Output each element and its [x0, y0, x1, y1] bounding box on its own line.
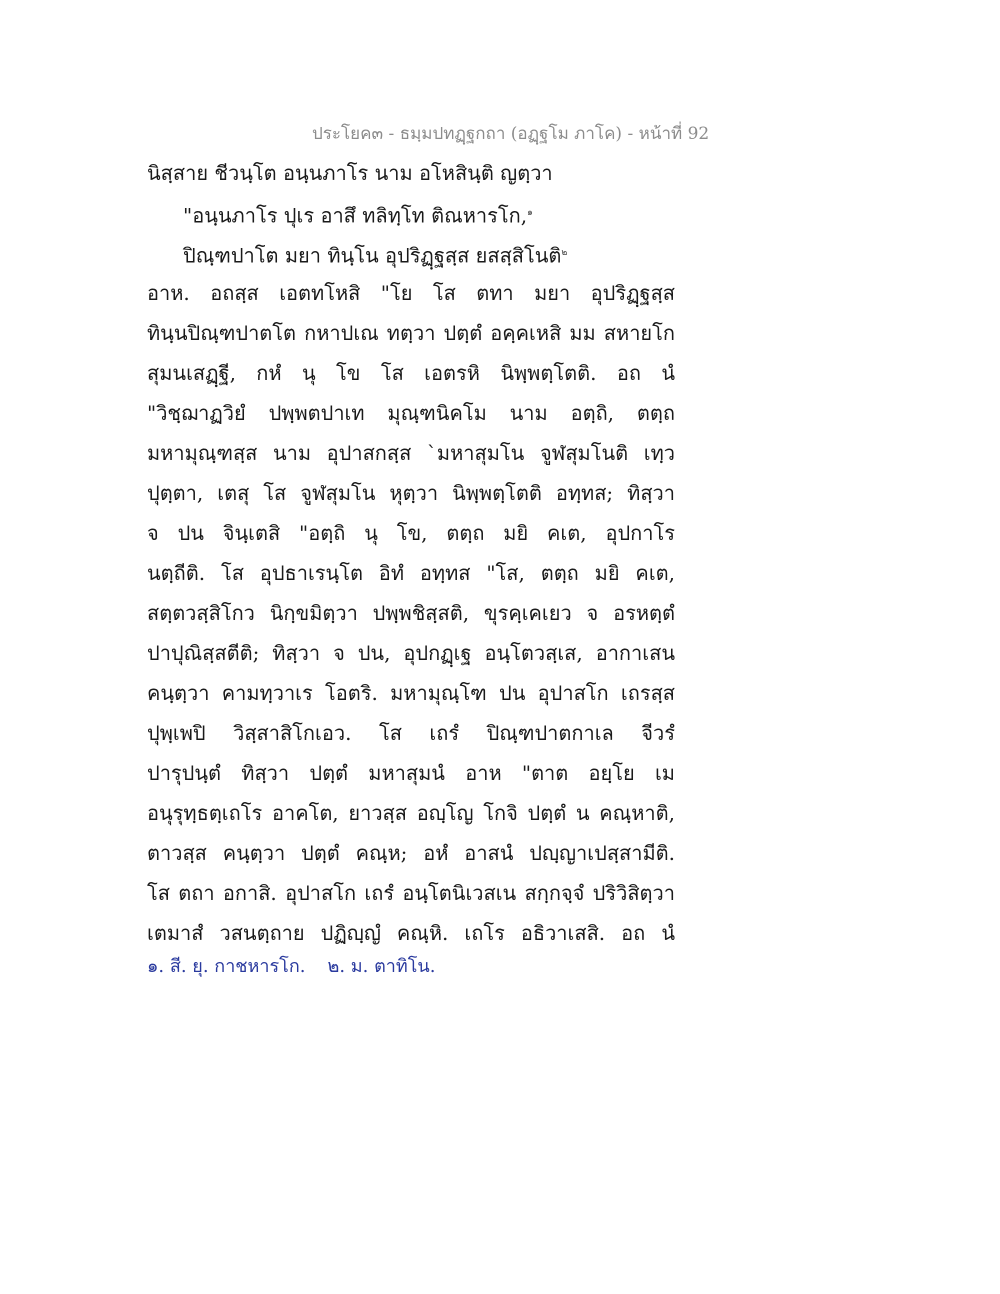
verse-line — [183, 239, 567, 270]
text-line: นิสฺสาย ชีวนฺโต อนฺนภาโร นาม อโหสินฺติ ญตฺวา — [147, 161, 553, 185]
text-line: คนฺตฺวา คามทฺวาเร โอตริ. มหามุณฺโฑ ปน อุปาสโก เถรสฺส — [147, 681, 675, 705]
text-line: ปุตฺตา, เตสุ โส จูฬสุมโน หุตฺวา นิพฺพตฺโตติ อทฺทส; ทิสฺวา — [147, 481, 675, 505]
text-line: จ ปน จินฺเตสิ "อตฺถิ นุ โข, ตตฺถ มยิ คเต, อุปกาโร — [147, 521, 675, 545]
verse-line — [183, 199, 533, 230]
text-line: "วิชฺฌาฏวิยํ ปพฺพตปาเท มุณฺฑนิคโม นาม อตฺถิ, ตตฺถ — [147, 401, 675, 425]
footnotes — [147, 954, 435, 980]
text-line: มหามุณฺฑสฺส นาม อุปาสกสฺส `มหาสุมโน จูฬสุมโนติ เทฺว — [147, 441, 675, 465]
text-line: เตมาสํ วสนตฺถาย ปฏิญฺญํ คณฺหิ. เถโร อธิวาเสสิ. อถ นํ — [147, 921, 675, 945]
footnote-2: ๒. ม. ตาทิโน. — [327, 956, 436, 977]
footnote-1: ๑. สี. ยุ. กาชหารโก. — [147, 956, 306, 977]
text-line: ตาวสฺส คนฺตฺวา ปตฺตํ คณฺห; อหํ อาสนํ ปญฺญาเปสฺสามีติ. — [147, 841, 675, 865]
text-line: โส ตถา อกาสิ. อุปาสโก เถรํ อนฺโตนิเวสเน สกฺกจฺจํ ปริวิสิตฺวา — [147, 881, 675, 905]
text-line: อนุรุทฺธตฺเถโร อาคโต, ยาวสฺส อญฺโญ โกจิ ปตฺตํ น คณฺหาติ, — [147, 801, 675, 825]
running-header: ประโยค๓ - ธมฺมปทฏฺฐกถา (อฏฺฐโม ภาโค) - หน้าที่ 92 — [312, 124, 710, 144]
text-line: อาห. อถสฺส เอตทโหสิ "โย โส ตทา มยา อุปริฏฺฐสฺส — [147, 281, 675, 305]
verse-text: ปิณฺฑปาโต มยา ทินฺโน อุปริฏฺฐสฺส ยสสฺสิโนติ — [183, 243, 562, 268]
text-line: สุมนเสฏฺฐี, กหํ นุ โข โส เอตรหิ นิพฺพตฺโตติ. อถ นํ — [147, 361, 675, 385]
footnote-mark: ๑ — [527, 208, 533, 218]
text-line: สตฺตวสฺสิโกว นิกฺขมิตฺวา ปพฺพชิสฺสติ, ขุรคฺเคเยว จ อรหตฺตํ — [147, 601, 675, 625]
text-line: ปุพฺเพปิ วิสฺสาสิโกเอว. โส เถรํ ปิณฺฑปาตกาเล จีวรํ — [147, 721, 675, 745]
text-line: ปารุปนฺตํ ทิสฺวา ปตฺตํ มหาสุมนํ อาห "ตาต อยฺโย เม — [147, 761, 675, 785]
text-line: ทินฺนปิณฺฑปาตโต กหาปเณ ทตฺวา ปตฺตํ อคฺคเหสิ มม สหายโก — [147, 321, 675, 345]
text-line: ปาปุณิสฺสตีติ; ทิสฺวา จ ปน, อุปกฏฺเฐ อนฺโตวสฺเส, อากาเสน — [147, 641, 675, 665]
text-line: นตฺถีติ. โส อุปธาเรนฺโต อิทํ อทฺทส "โส, ตตฺถ มยิ คเต, — [147, 561, 675, 585]
footnote-mark: ๒ — [561, 248, 568, 258]
verse-text: "อนฺนภาโร ปุเร อาสึ ทลิทฺโท ติณหารโก, — [183, 203, 528, 228]
